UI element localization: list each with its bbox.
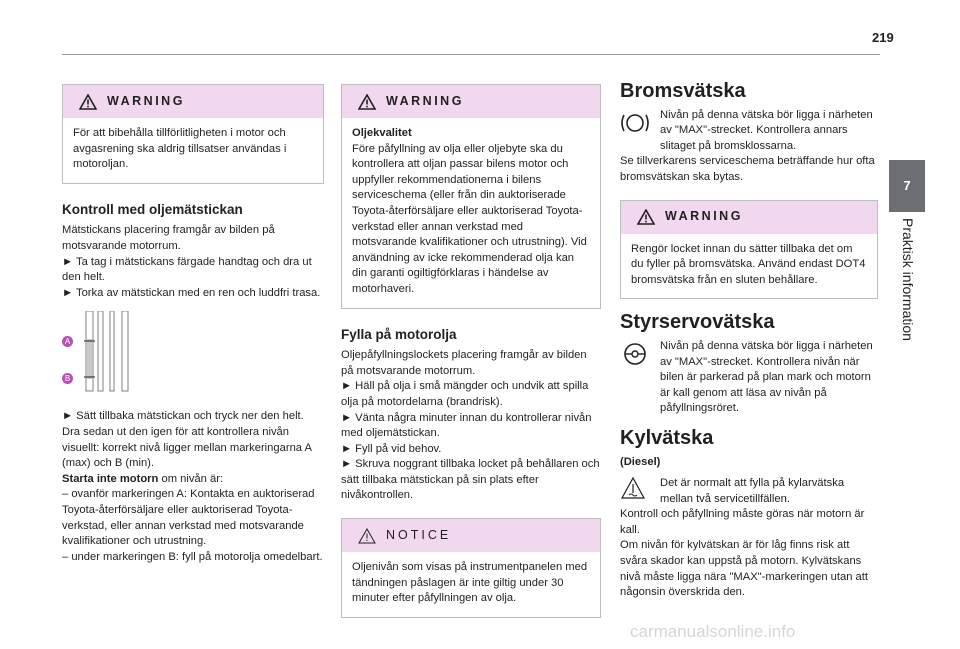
paragraph: Oljepåfyllningslockets placering framgår av bilden på motsvarande motorrum.	[341, 349, 587, 377]
page-number: 219	[872, 30, 894, 45]
warning-title: WARNING	[665, 209, 743, 224]
paragraph: ► Sätt tillbaka mätstickan och tryck ner den helt. Dra sedan ut den igen för att kontrollera nivån visuellt: korrekt nivå ligger mellan markeringarna A (max) och B (min).	[62, 410, 312, 470]
warning-box-3	[620, 200, 878, 300]
warning-icon	[358, 94, 376, 110]
coolant-text-2: Kontroll och påfyllning måste göras när motorn är kall.	[620, 508, 865, 536]
column-3	[620, 80, 878, 601]
steering-wheel-icon	[620, 341, 654, 367]
chapter-label: Praktisk information	[900, 218, 916, 341]
paragraph: ► Torka av mätstickan med en ren och luddfri trasa.	[62, 286, 321, 299]
warning-text: Före påfyllning av olja eller oljebyte ska du kontrollera att oljan passar bilens motor och uppfyller rekommendationerna i bilens serviceschema (eller från din auktoriserade Toyota-återförsäljare eller auktoriserad Toyota-verkstad eller annan verkstad med motsvarande kvalifikationer och utrustning). Vid användning av icke rekommenderad olja kan din garanti ogiltigförklaras i händelse av motorhaveri.	[352, 142, 587, 295]
warning-text: För att bibehålla tillförlitligheten i motor och avgasrening ska aldrig tillsatser användas i motoroljan.	[73, 127, 287, 171]
warning-subtitle: Oljekvalitet	[352, 127, 412, 139]
column-1	[62, 84, 324, 565]
power-steering-title: Styrservovätska	[620, 311, 775, 334]
dipstick-illustration	[62, 311, 324, 401]
coolant-warning-icon	[620, 476, 654, 502]
coolant-subtitle: (Diesel)	[620, 455, 661, 468]
paragraph: Starta inte motorn om nivån är:	[62, 472, 224, 485]
section-title-oil-fill: Fylla på motorolja	[341, 326, 457, 342]
warning-icon	[637, 209, 655, 225]
paragraph: ► Vänta några minuter innan du kontrollerar nivån med oljemätstickan.	[341, 411, 592, 440]
paragraph: – under markeringen B: fyll på motorolja omedelbart.	[62, 550, 323, 563]
notice-text: Oljenivån som visas på instrumentpanelen med tändningen påslagen är inte giltig under 30 minuter efter påfyllningen av olja.	[352, 561, 588, 605]
coolant-text-3: Om nivån för kylvätskan är för låg finns risk att svåra skador kan uppstå på motorn. Kylvätskans nivå måste ligga nära "MAX"-markeringen utan att någonsin överskrida den.	[620, 539, 868, 599]
column-2	[341, 84, 601, 618]
paragraph: – ovanför markeringen A: Kontakta en auktoriserad Toyota-återförsäljare eller auktoriserad Toyota-verkstad, eller annan verkstad med motsvarande kvalifikationer och utrustning.	[62, 488, 315, 548]
marker-b-label: B	[62, 373, 73, 384]
paragraph: ► Häll på olja i små mängder och undvik att spilla olja på motordelarna (brandrisk).	[341, 380, 589, 408]
paragraph: ► Ta tag i mätstickans färgade handtag och dra ut den helt.	[62, 255, 312, 284]
warning-box-2	[341, 84, 601, 309]
brake-fluid-text: Nivån på denna vätska bör ligga i närheten av "MAX"-strecket. Kontrollera annars slitaget på bromsklossarna.	[660, 108, 873, 152]
notice-box	[341, 518, 601, 618]
watermark: carmanualsonline.info	[630, 622, 796, 641]
warning-icon	[79, 94, 97, 110]
coolant-title: Kylvätska	[620, 426, 714, 449]
warning-text: Rengör locket innan du sätter tillbaka det om du fyller på bromsvätska. Använd endast DOT4 bromsvätska från en sluten behållare.	[631, 242, 866, 286]
paragraph: Mätstickans placering framgår av bilden på motsvarande motorrum.	[62, 224, 275, 252]
paragraph: ► Fyll på vid behov.	[341, 442, 442, 455]
header-divider	[62, 54, 880, 55]
warning-title: WARNING	[107, 93, 185, 108]
notice-icon	[358, 528, 376, 544]
chapter-tab[interactable]: 7	[889, 160, 925, 212]
notice-title: NOTICE	[386, 527, 452, 542]
warning-title: WARNING	[386, 93, 464, 108]
brake-fluid-text-2: Se tillverkarens serviceschema beträffande hur ofta bromsvätskan ska bytas.	[620, 155, 875, 183]
power-steering-text: Nivån på denna vätska bör ligga i närheten av "MAX"-strecket. Kontrollera nivån när bilen är parkerad på plan mark och motorn är kall genom att läsa av nivån på påfyllningsröret.	[660, 339, 873, 415]
brake-fluid-icon	[620, 110, 654, 136]
coolant-text: Det är normalt att fylla på kylarvätska mellan två servicetillfällen.	[660, 477, 845, 505]
dipstick-image	[70, 311, 150, 393]
paragraph: ► Skruva noggrant tillbaka locket på behållaren och sätt tillbaka mätstickan på sin plats efter nivåkontrollen.	[341, 458, 600, 502]
warning-box-1	[62, 84, 324, 184]
brake-fluid-title: Bromsvätska	[620, 80, 746, 102]
section-title-dipstick: Kontroll med oljemätstickan	[62, 201, 243, 217]
marker-a-label: A	[62, 336, 73, 347]
